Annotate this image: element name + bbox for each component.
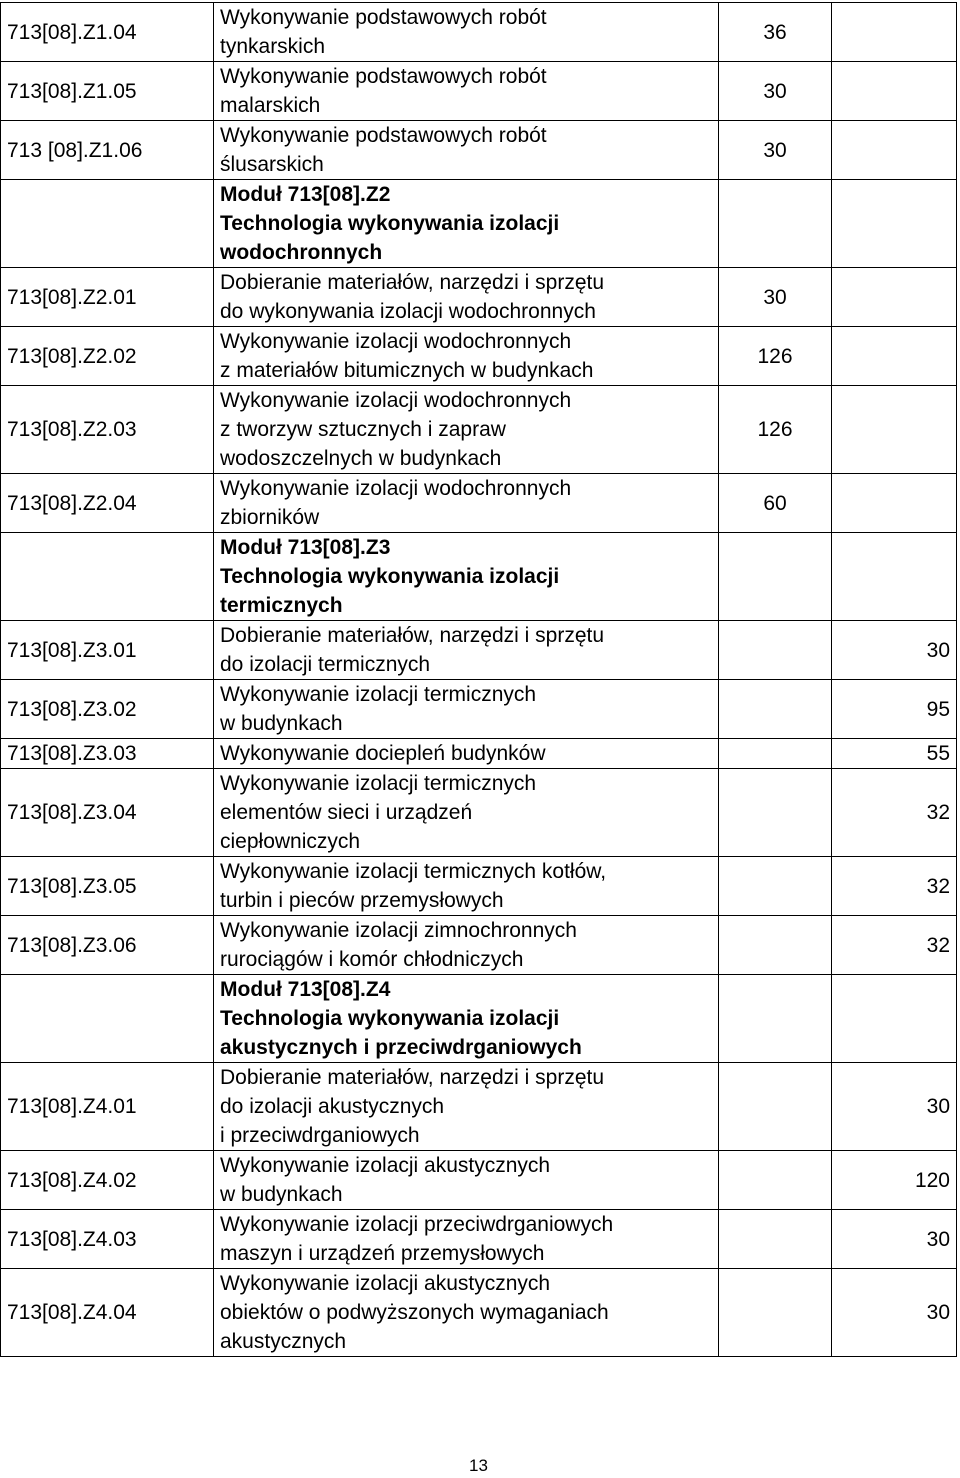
table-row — [1, 1210, 957, 1269]
unit-hours — [719, 621, 832, 680]
unit-name-line: maszyn i urządzeń przemysłowych — [220, 1242, 545, 1265]
table-row — [1, 621, 957, 680]
unit-code: 713[08].Z4.03 — [1, 1210, 214, 1269]
unit-name-line: Dobieranie materiałów, narzędzi i sprzętu — [220, 624, 605, 647]
table-row — [1, 680, 957, 739]
table-row — [1, 3, 957, 62]
unit-hours-alt — [832, 533, 957, 621]
unit-hours: 30 — [719, 62, 832, 121]
unit-name — [214, 121, 719, 180]
table-row — [1, 386, 957, 474]
unit-hours-alt — [832, 62, 957, 121]
page-number: 13 — [469, 1456, 488, 1475]
unit-name — [214, 1063, 719, 1151]
unit-hours-alt — [832, 327, 957, 386]
unit-hours — [719, 975, 832, 1063]
unit-name-line: Technologia wykonywania izolacji — [220, 565, 560, 588]
unit-hours — [719, 1151, 832, 1210]
unit-hours-alt: 30 — [832, 1210, 957, 1269]
unit-name-line: tynkarskich — [220, 35, 326, 58]
unit-hours-alt: 32 — [832, 769, 957, 857]
unit-name-line: Wykonywanie izolacji wodochronnych — [220, 389, 572, 412]
unit-name-line: Moduł 713[08].Z2 — [220, 183, 391, 206]
module-header-row — [1, 180, 957, 268]
unit-name-line: Wykonywanie izolacji termicznych — [220, 772, 537, 795]
unit-hours: 60 — [719, 474, 832, 533]
unit-name — [214, 1210, 719, 1269]
unit-code: 713[08].Z3.01 — [1, 621, 214, 680]
unit-name-line: Moduł 713[08].Z4 — [220, 978, 391, 1001]
unit-hours-alt — [832, 180, 957, 268]
unit-code — [1, 975, 214, 1063]
unit-name — [214, 1151, 719, 1210]
unit-name-line: Wykonywanie dociepleń budynków — [220, 742, 546, 765]
unit-name-line: ślusarskich — [220, 153, 324, 176]
table-row — [1, 857, 957, 916]
table-body — [1, 3, 957, 1357]
unit-name-line: zbiorników — [220, 506, 320, 529]
module-title — [214, 533, 719, 621]
unit-hours-alt: 30 — [832, 621, 957, 680]
unit-code — [1, 533, 214, 621]
unit-name-line: termicznych — [220, 594, 343, 617]
unit-code: 713[08].Z3.03 — [1, 739, 214, 769]
unit-name-line: do izolacji akustycznych — [220, 1095, 445, 1118]
unit-name-line: Wykonywanie izolacji wodochronnych — [220, 330, 572, 353]
table-row — [1, 62, 957, 121]
unit-hours-alt: 32 — [832, 857, 957, 916]
unit-name-line: do izolacji termicznych — [220, 653, 431, 676]
unit-name-line: malarskich — [220, 94, 321, 117]
unit-name-line: rurociągów i komór chłodniczych — [220, 948, 524, 971]
unit-hours-alt: 120 — [832, 1151, 957, 1210]
unit-hours — [719, 739, 832, 769]
unit-code: 713[08].Z4.02 — [1, 1151, 214, 1210]
unit-hours — [719, 1063, 832, 1151]
unit-name-line: z materiałów bitumicznych w budynkach — [220, 359, 594, 382]
unit-name-line: Wykonywanie izolacji wodochronnych — [220, 477, 572, 500]
table-row — [1, 121, 957, 180]
unit-name-line: ciepłowniczych — [220, 830, 361, 853]
unit-hours-alt — [832, 268, 957, 327]
unit-hours — [719, 769, 832, 857]
unit-name — [214, 857, 719, 916]
unit-name-line: i przeciwdrganiowych — [220, 1124, 420, 1147]
unit-name-line: Wykonywanie podstawowych robót — [220, 6, 547, 29]
unit-code: 713[08].Z1.04 — [1, 3, 214, 62]
unit-code: 713[08].Z2.04 — [1, 474, 214, 533]
unit-name-line: Dobieranie materiałów, narzędzi i sprzętu — [220, 1066, 605, 1089]
unit-name-line: Wykonywanie izolacji termicznych kotłów, — [220, 860, 607, 883]
unit-name — [214, 327, 719, 386]
unit-name — [214, 739, 719, 769]
unit-hours: 30 — [719, 121, 832, 180]
unit-name — [214, 268, 719, 327]
unit-hours-alt — [832, 975, 957, 1063]
unit-name-line: z tworzyw sztucznych i zapraw — [220, 418, 506, 441]
unit-code: 713[08].Z2.02 — [1, 327, 214, 386]
unit-code: 713[08].Z1.05 — [1, 62, 214, 121]
unit-name — [214, 386, 719, 474]
unit-hours-alt — [832, 474, 957, 533]
module-header-row — [1, 975, 957, 1063]
unit-hours-alt: 55 — [832, 739, 957, 769]
unit-name — [214, 1269, 719, 1357]
unit-name-line: Wykonywanie izolacji przeciwdrganiowych — [220, 1213, 614, 1236]
unit-hours — [719, 680, 832, 739]
unit-code: 713[08].Z4.04 — [1, 1269, 214, 1357]
unit-name-line: wodoszczelnych w budynkach — [220, 447, 502, 470]
unit-name-line: Technologia wykonywania izolacji — [220, 1007, 560, 1030]
unit-hours — [719, 180, 832, 268]
unit-hours-alt — [832, 3, 957, 62]
unit-hours: 36 — [719, 3, 832, 62]
unit-code: 713[08].Z2.03 — [1, 386, 214, 474]
unit-code: 713[08].Z3.05 — [1, 857, 214, 916]
unit-hours — [719, 1210, 832, 1269]
unit-name-line: Technologia wykonywania izolacji — [220, 212, 560, 235]
unit-name-line: Wykonywanie podstawowych robót — [220, 65, 547, 88]
table-row — [1, 327, 957, 386]
unit-name — [214, 680, 719, 739]
unit-name — [214, 916, 719, 975]
unit-code — [1, 180, 214, 268]
table-row — [1, 268, 957, 327]
unit-name-line: Moduł 713[08].Z3 — [220, 536, 391, 559]
module-title — [214, 180, 719, 268]
unit-name — [214, 621, 719, 680]
unit-name — [214, 769, 719, 857]
unit-name-line: w budynkach — [220, 712, 343, 735]
table-row — [1, 474, 957, 533]
table-row — [1, 916, 957, 975]
unit-hours — [719, 1269, 832, 1357]
unit-name-line: Dobieranie materiałów, narzędzi i sprzętu — [220, 271, 605, 294]
unit-code: 713[08].Z2.01 — [1, 268, 214, 327]
module-title — [214, 975, 719, 1063]
unit-hours: 30 — [719, 268, 832, 327]
unit-code: 713[08].Z4.01 — [1, 1063, 214, 1151]
unit-name-line: do wykonywania izolacji wodochronnych — [220, 300, 596, 323]
unit-hours-alt — [832, 121, 957, 180]
unit-hours-alt: 30 — [832, 1269, 957, 1357]
unit-hours — [719, 857, 832, 916]
table-row — [1, 1151, 957, 1210]
unit-name-line: Wykonywanie izolacji zimnochronnych — [220, 919, 577, 942]
unit-hours-alt: 32 — [832, 916, 957, 975]
unit-code: 713 [08].Z1.06 — [1, 121, 214, 180]
unit-hours — [719, 916, 832, 975]
unit-hours-alt: 95 — [832, 680, 957, 739]
unit-name-line: Wykonywanie izolacji akustycznych — [220, 1272, 551, 1295]
unit-name-line: Wykonywanie izolacji akustycznych — [220, 1154, 551, 1177]
module-header-row — [1, 533, 957, 621]
table-row — [1, 1269, 957, 1357]
unit-name-line: Wykonywanie izolacji termicznych — [220, 683, 537, 706]
unit-hours — [719, 533, 832, 621]
unit-hours: 126 — [719, 327, 832, 386]
unit-name-line: turbin i pieców przemysłowych — [220, 889, 504, 912]
table-row — [1, 739, 957, 769]
unit-name-line: elementów sieci i urządzeń — [220, 801, 473, 824]
unit-name — [214, 62, 719, 121]
unit-name-line: akustycznych — [220, 1330, 347, 1353]
unit-name-line: w budynkach — [220, 1183, 343, 1206]
unit-code: 713[08].Z3.06 — [1, 916, 214, 975]
unit-hours-alt: 30 — [832, 1063, 957, 1151]
unit-hours-alt — [832, 386, 957, 474]
table-row — [1, 1063, 957, 1151]
unit-name — [214, 3, 719, 62]
unit-name-line: obiektów o podwyższonych wymaganiach — [220, 1301, 609, 1324]
curriculum-units-table — [0, 2, 957, 1357]
unit-name-line: Wykonywanie podstawowych robót — [220, 124, 547, 147]
unit-name-line: wodochronnych — [220, 241, 383, 264]
unit-code: 713[08].Z3.02 — [1, 680, 214, 739]
unit-hours: 126 — [719, 386, 832, 474]
unit-name-line: akustycznych i przeciwdrganiowych — [220, 1036, 582, 1059]
unit-name — [214, 474, 719, 533]
table-row — [1, 769, 957, 857]
unit-code: 713[08].Z3.04 — [1, 769, 214, 857]
